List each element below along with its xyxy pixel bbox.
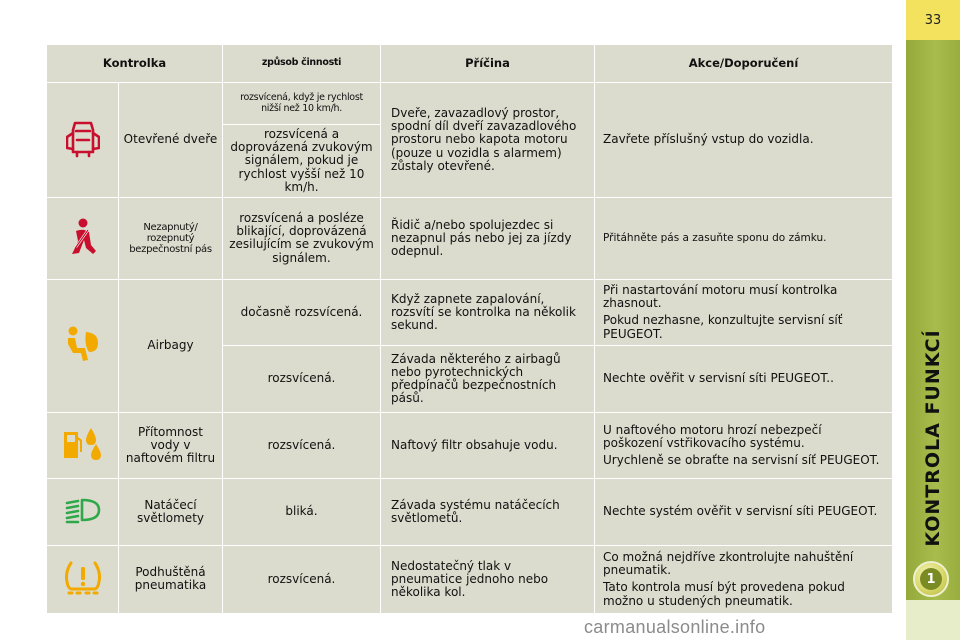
mode-cell: rozsvícená.	[223, 412, 381, 478]
cause-cell: Řidič a/nebo spolujezdec si nezapnul pás nebo jej za jízdy odepnul.	[381, 197, 595, 279]
cornering-headlamp-icon	[63, 495, 103, 525]
cause-cell: Závada systému natáčecích světlometů.	[381, 478, 595, 545]
action-text: Nechte systém ověřit v servisní síti PEUGEOT.	[603, 504, 878, 519]
section-badge	[913, 561, 949, 597]
mode-cell: dočasně rozsvícená.	[223, 279, 381, 345]
cause-cell: Naftový filtr obsahuje vodu.	[381, 412, 595, 478]
cause-cell: Když zapnete zapalování, rozsvítí se kontrolka na několik sekund.	[381, 279, 595, 345]
indicator-name: Nezapnutý/ rozepnutý bezpečnostní pás	[119, 197, 223, 279]
table-row	[47, 279, 893, 345]
indicator-name: Natáčecí světlomety	[119, 478, 223, 545]
table-row	[47, 197, 893, 279]
mode-cell: rozsvícená a doprovázená zvukovým signálem, pokud je rychlost vyšší než 10 km/h.	[223, 125, 381, 198]
open-door-icon	[66, 118, 100, 158]
section-title: KONTROLA FUNKCÍ	[922, 329, 944, 547]
mode-cell: rozsvícená.	[223, 545, 381, 613]
header-action: Akce/Doporučení	[595, 45, 893, 83]
action-text: Co možná nejdříve zkontrolujte nahuštění pneumatik.	[603, 550, 854, 578]
cause-cell: Nedostatečný tlak v pneumatice jednoho nebo několika kol.	[381, 545, 595, 613]
bottom-tab	[906, 600, 960, 640]
indicator-name: Podhuštěná pneumatika	[119, 545, 223, 613]
cause-cell: Závada některého z airbagů nebo pyrotechnických předpínačů bezpečnostních pásů.	[381, 345, 595, 412]
table-row	[47, 545, 893, 613]
action-cell	[595, 279, 893, 345]
header-indicator: Kontrolka	[47, 45, 223, 83]
icon-cell	[47, 197, 119, 279]
action-text: Přitáhněte pás a zasuňte sponu do zámku.	[603, 231, 827, 244]
action-text: Zavřete příslušný vstup do vozidla.	[603, 132, 814, 147]
indicator-name: Otevřené dveře	[119, 83, 223, 198]
action-text: Pokud nezhasne, konzultujte servisní síť PEUGEOT.	[603, 313, 843, 341]
icon-cell	[47, 545, 119, 613]
action-text: Tato kontrola musí být provedena pokud možno u studených pneumatik.	[603, 580, 845, 608]
action-cell	[595, 478, 893, 545]
table-row	[47, 478, 893, 545]
airbag-icon	[64, 324, 102, 364]
icon-cell	[47, 279, 119, 412]
mode-cell: bliká.	[223, 478, 381, 545]
indicator-table	[46, 44, 893, 614]
action-cell	[595, 197, 893, 279]
indicator-name: Přítomnost vody v naftovém filtru	[119, 412, 223, 478]
seatbelt-icon	[66, 217, 100, 257]
page-number: 33	[906, 0, 960, 40]
table-row	[47, 83, 893, 125]
icon-cell	[47, 478, 119, 545]
table-row	[47, 412, 893, 478]
action-cell	[595, 412, 893, 478]
action-text: U naftového motoru hrozí nebezpečí poškození vstřikovacího systému.	[603, 422, 822, 450]
cause-cell: Dveře, zavazadlový prostor, spodní díl dveří zavazadlového prostoru nebo kapota motoru (pouze u vozidla s alarmem) zůstaly otevřené.	[381, 83, 595, 198]
header-mode: způsob činnosti	[223, 45, 381, 83]
section-badge-number: 1	[920, 568, 942, 590]
icon-cell	[47, 83, 119, 198]
mode-cell: rozsvícená, když je rychlost nižší než 10 km/h.	[223, 83, 381, 125]
action-cell	[595, 545, 893, 613]
action-text: Urychleně se obraťte na servisní síť PEUGEOT.	[603, 453, 880, 468]
action-text: Při nastartování motoru musí kontrolka zhasnout.	[603, 283, 838, 311]
tyre-pressure-icon	[62, 558, 104, 598]
mode-cell: rozsvícená a posléze blikající, doprovázená zesilujícím se zvukovým signálem.	[223, 197, 381, 279]
action-text: Nechte ověřit v servisní síti PEUGEOT..	[603, 371, 834, 386]
icon-cell	[47, 412, 119, 478]
mode-cell: rozsvícená.	[223, 345, 381, 412]
indicator-name: Airbagy	[119, 279, 223, 412]
water-in-fuel-icon	[61, 424, 105, 464]
header-cause: Příčina	[381, 45, 595, 83]
watermark: carmanualsonline.info	[584, 617, 766, 637]
table-header-row	[47, 45, 893, 83]
action-cell	[595, 345, 893, 412]
action-cell	[595, 83, 893, 198]
